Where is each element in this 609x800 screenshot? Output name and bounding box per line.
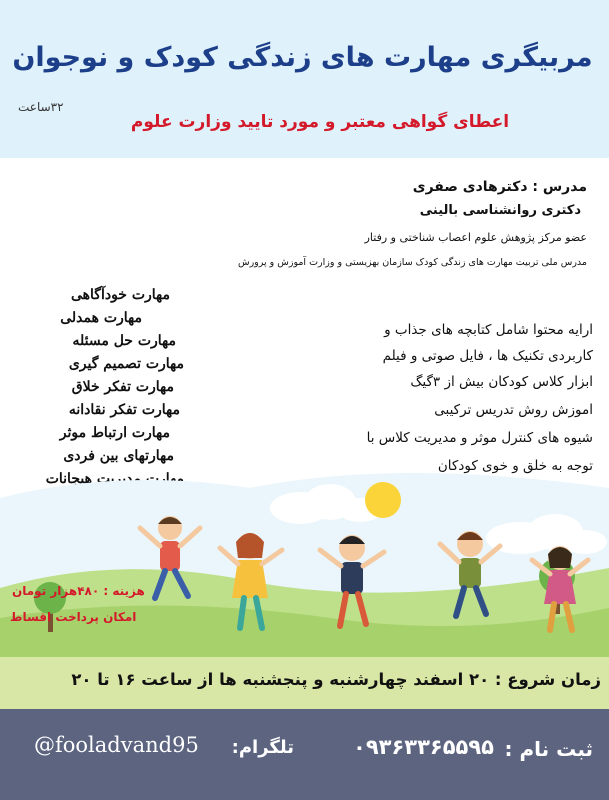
feature-item: اموزش روش تدریس ترکیبی	[434, 402, 593, 418]
price-label: هزینه : ۴۸۰هزار تومان	[12, 584, 145, 598]
skill-item: مهارت تفکر نقادانه	[68, 402, 180, 418]
skill-item: مهارت خودآگاهی	[70, 287, 170, 303]
skill-item: مهارت تفکر خلاق	[71, 379, 174, 395]
register-label: ثبت نام :	[504, 737, 593, 761]
telegram-handle[interactable]: @fooladvand95	[34, 733, 199, 757]
schedule-text: زمان شروع : ۲۰ اسفند چهارشنبه و پنجشنبه ها از ساعت ۱۶ تا ۲۰	[71, 670, 601, 689]
feature-item: ابزار کلاس کودکان بیش از ۳گیگ	[410, 374, 593, 390]
telegram-label: تلگرام:	[231, 737, 294, 758]
skill-item: مهارت مدیریت هیجانات	[45, 471, 184, 487]
installment-label: امکان پرداخت اقساط	[10, 610, 137, 624]
feature-item: کاربردی تکنیک ها ، فایل صوتی و فیلم	[382, 348, 593, 364]
skill-item: مهارت ارتباط موثر	[59, 425, 170, 441]
header-band	[0, 0, 609, 158]
feature-item: ارایه محتوا شامل کتابچه های جذاب و	[384, 322, 593, 338]
phone-number[interactable]: ۰۹۳۶۳۳۶۵۵۹۵	[353, 735, 494, 759]
instructor-name: مدرس : دکترهادی صفری	[412, 179, 587, 195]
instructor-degree: دکتری روانشناسی بالینی	[419, 203, 581, 218]
feature-item: شیوه های کنترل موثر و مدیریت کلاس با	[366, 430, 593, 446]
kids-illustration	[0, 458, 609, 658]
instructor-trainer-role: مدرس ملی تربیت مهارت های زندگی کودک سازمان بهزیستی و وزارت آموزش و پرورش	[237, 257, 587, 268]
main-title: مربیگری مهارت های زندگی کودک و نوجوان	[12, 42, 593, 73]
skill-item: مهارت همدلی	[60, 310, 142, 326]
skill-item: مهارت تصمیم گیری	[68, 356, 184, 372]
sun-icon	[365, 482, 401, 518]
skill-item: مهارت حل مسئله	[72, 333, 176, 349]
certificate-subtitle: اعطای گواهی معتبر و مورد تایید وزارت علوم	[130, 112, 510, 132]
instructor-membership: عضو مرکز پژوهش علوم اعصاب شناختی و رفتار	[364, 231, 587, 244]
skill-item: مهارتهای بین فردی	[63, 448, 174, 464]
feature-item: توجه به خلق و خوی کودکان	[437, 458, 593, 474]
hours-label: ۳۲ساعت	[18, 100, 64, 114]
